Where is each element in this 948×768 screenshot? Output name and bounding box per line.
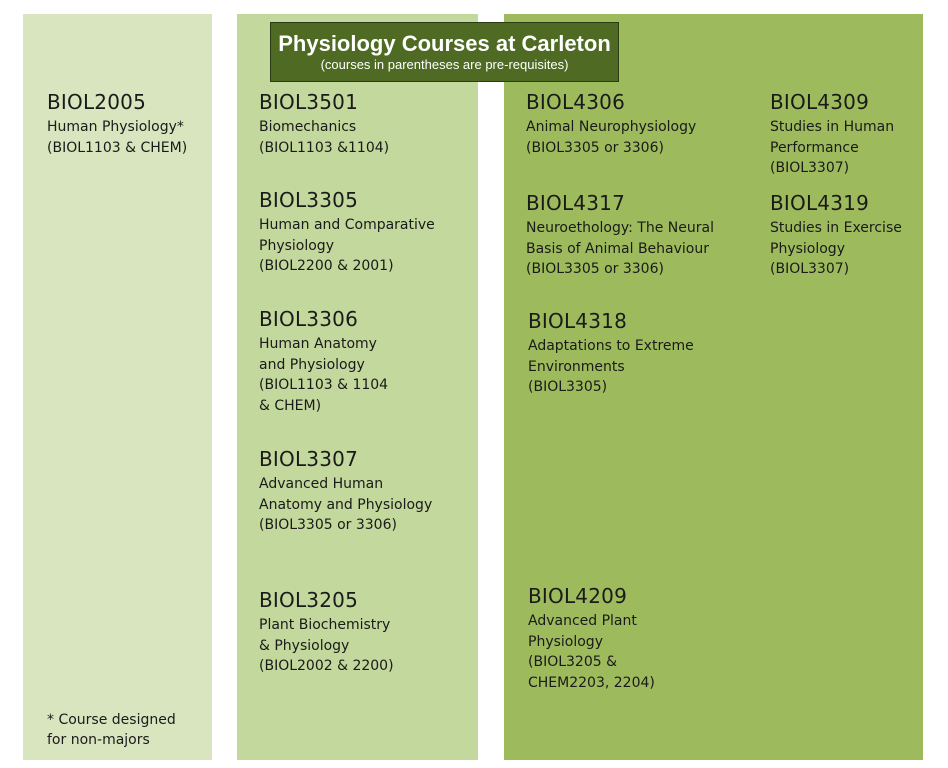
course-title: Studies in Exercise (770, 220, 902, 236)
course-code: BIOL4318 (528, 309, 628, 333)
course-title: Basis of Animal Behaviour (526, 240, 709, 257)
course-title: Plant Biochemistry (259, 617, 391, 633)
course-title: Advanced Plant (528, 613, 637, 629)
course-prereq: (BIOL1103 & 1104 (259, 377, 389, 393)
diagram-subtitle: (courses in parentheses are pre-requisites) (320, 57, 569, 72)
diagram-title: Physiology Courses at Carleton (278, 31, 611, 56)
footnote-line: for non-majors (47, 732, 150, 748)
course-title: Neuroethology: The Neural (526, 220, 714, 236)
course-prereq: (BIOL3305 or 3306) (259, 517, 397, 533)
course-title: Human Anatomy (259, 336, 377, 352)
course-biol3305 (259, 188, 435, 277)
course-biol3205 (259, 588, 394, 677)
course-title: Human and Comparative (259, 217, 435, 233)
course-code: BIOL4306 (526, 90, 626, 114)
course-title: Human Physiology* (47, 119, 184, 135)
footnote (47, 710, 176, 750)
course-prereq: (BIOL3305 or 3306) (526, 261, 664, 277)
course-code: BIOL3307 (259, 447, 359, 471)
course-prereq: & CHEM) (259, 397, 322, 414)
course-prereq: (BIOL1103 & CHEM) (47, 139, 188, 156)
course-prereq: (BIOL3305) (528, 379, 608, 395)
course-title: and Physiology (259, 356, 365, 373)
course-title: Biomechanics (259, 119, 357, 135)
course-biol3307 (259, 447, 432, 536)
course-code: BIOL4317 (526, 191, 626, 215)
course-title: Studies in Human (770, 119, 895, 135)
course-code: BIOL4309 (770, 90, 870, 114)
course-code: BIOL4319 (770, 191, 870, 215)
course-biol2005 (47, 90, 187, 158)
course-title: Physiology (259, 237, 334, 254)
course-title: Anatomy and Physiology (259, 496, 433, 513)
course-prereq: (BIOL3307) (770, 160, 850, 176)
course-prereq: CHEM2203, 2204) (528, 674, 655, 691)
course-code: BIOL3501 (259, 90, 359, 114)
course-biol4318 (528, 309, 694, 398)
course-biol3306 (259, 307, 388, 416)
course-biol4209 (528, 584, 655, 693)
course-title: Adaptations to Extreme (528, 338, 694, 354)
footnote-line: * Course designed (47, 712, 176, 728)
course-code: BIOL4209 (528, 584, 628, 608)
course-biol4319 (770, 191, 902, 280)
course-title: Advanced Human (259, 476, 384, 492)
course-biol3501 (259, 90, 389, 158)
course-prereq: (BIOL3305 or 3306) (526, 139, 664, 156)
title-box (270, 22, 619, 82)
course-prereq: (BIOL1103 &1104) (259, 139, 390, 156)
course-code: BIOL3205 (259, 588, 359, 612)
course-title: Performance (770, 139, 859, 156)
course-title: Animal Neurophysiology (526, 119, 697, 135)
course-biol4317 (526, 191, 714, 280)
course-prereq: (BIOL2002 & 2200) (259, 658, 394, 674)
course-title: Physiology (770, 240, 845, 257)
course-code: BIOL3305 (259, 188, 359, 212)
course-title: & Physiology (259, 637, 350, 654)
course-title: Physiology (528, 633, 603, 650)
course-code: BIOL3306 (259, 307, 359, 331)
course-title: Environments (528, 358, 625, 375)
course-biol4306 (526, 90, 696, 158)
course-prereq: (BIOL3205 & (528, 654, 618, 670)
course-code: BIOL2005 (47, 90, 147, 114)
course-biol4309 (770, 90, 894, 179)
course-prereq: (BIOL2200 & 2001) (259, 258, 394, 274)
course-prereq: (BIOL3307) (770, 261, 850, 277)
